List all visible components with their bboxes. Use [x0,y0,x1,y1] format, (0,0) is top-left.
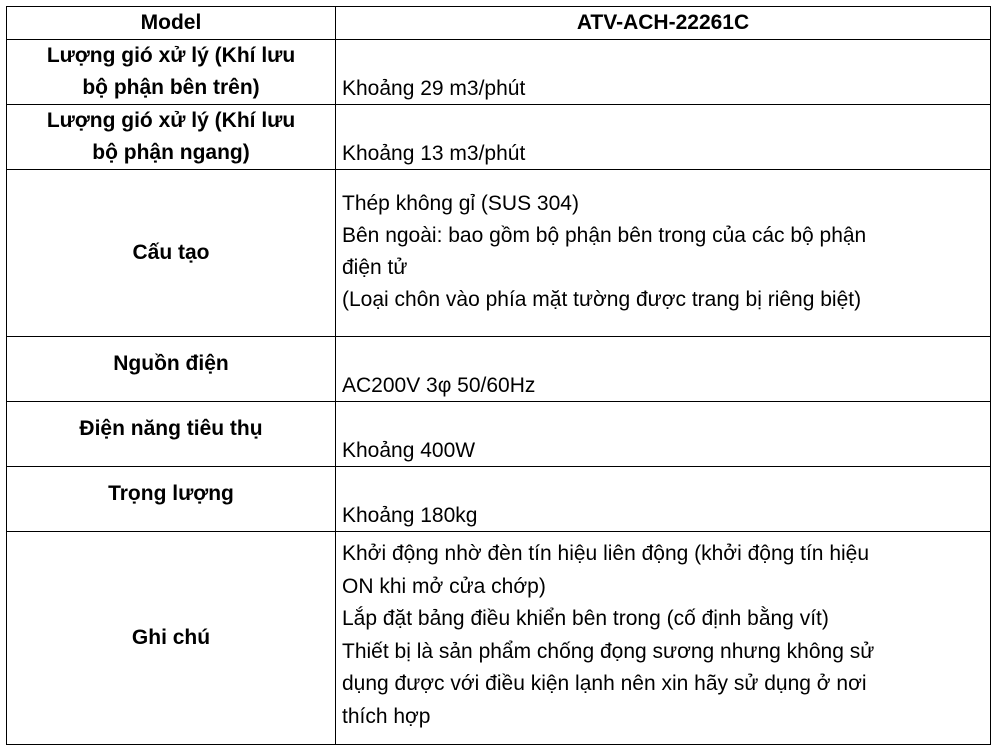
row-value-line: ON khi mở cửa chớp) [342,574,546,598]
row-value-airflow-top [336,40,991,105]
row-key-airflow-top [7,40,336,105]
row-key-line: Điện năng tiêu thụ [79,417,263,440]
row-value-line: điện tử [342,256,408,279]
row-value-line: (Loại chôn vào phía mặt tường được trang bị riêng biệt) [342,288,862,311]
row-value-power-source [336,337,991,402]
row-key-line: bộ phận bên trên) [82,76,260,99]
row-key-weight [7,467,336,532]
row-value-line: Bên ngoài: bao gồm bộ phận bên trong của các bộ phận [342,224,867,247]
row-key-power-consumption [7,402,336,467]
row-value-line: AC200V 3φ 50/60Hz [342,374,536,397]
row-value-line: Thép không gỉ (SUS 304) [342,192,579,215]
spec-table [6,6,991,745]
row-key-line: Trọng lượng [108,482,234,505]
row-key-line: Cấu tạo [132,241,210,264]
header-model-value: ATV-ACH-22261C [336,7,991,40]
row-value-line: Khoảng 180kg [342,504,478,527]
row-key-line: Lượng gió xử lý (Khí lưu [46,44,296,67]
row-value-line: thích hợp [342,704,431,728]
row-value-line: Khoảng 29 m3/phút [342,77,526,100]
row-value-power-consumption [336,402,991,467]
row-value-line: Khởi động nhờ đèn tín hiệu liên động (khởi động tín hiệu [342,542,870,565]
table-row [7,170,991,337]
row-value-line: Thiết bị là sản phẩm chống đọng sương nhưng không sử [342,639,875,663]
table-row [7,337,991,402]
row-key-line: Lượng gió xử lý (Khí lưu [46,109,296,132]
row-key-power-source [7,337,336,402]
row-key-line: bộ phận ngang) [92,141,250,164]
row-key-airflow-side [7,105,336,170]
table-row [7,40,991,105]
row-value-airflow-side [336,105,991,170]
header-model-label: Model [7,7,336,40]
row-value-line: Khoảng 400W [342,439,476,462]
row-value-line: dụng được với điều kiện lạnh nên xin hãy sử dụng ở nơi [342,672,867,695]
row-value-notes [336,532,991,745]
row-key-structure [7,170,336,337]
table-row [7,402,991,467]
row-key-line: Nguồn điện [113,352,229,375]
table-header-row [7,7,991,40]
row-key-line: Ghi chú [131,626,211,649]
row-value-line: Lắp đặt bảng điều khiển bên trong (cố định bằng vít) [342,607,829,630]
table-row [7,467,991,532]
table-row [7,105,991,170]
row-value-structure [336,170,991,337]
row-value-line: Khoảng 13 m3/phút [342,142,526,165]
row-key-notes [7,532,336,745]
table-row [7,532,991,745]
row-value-weight [336,467,991,532]
